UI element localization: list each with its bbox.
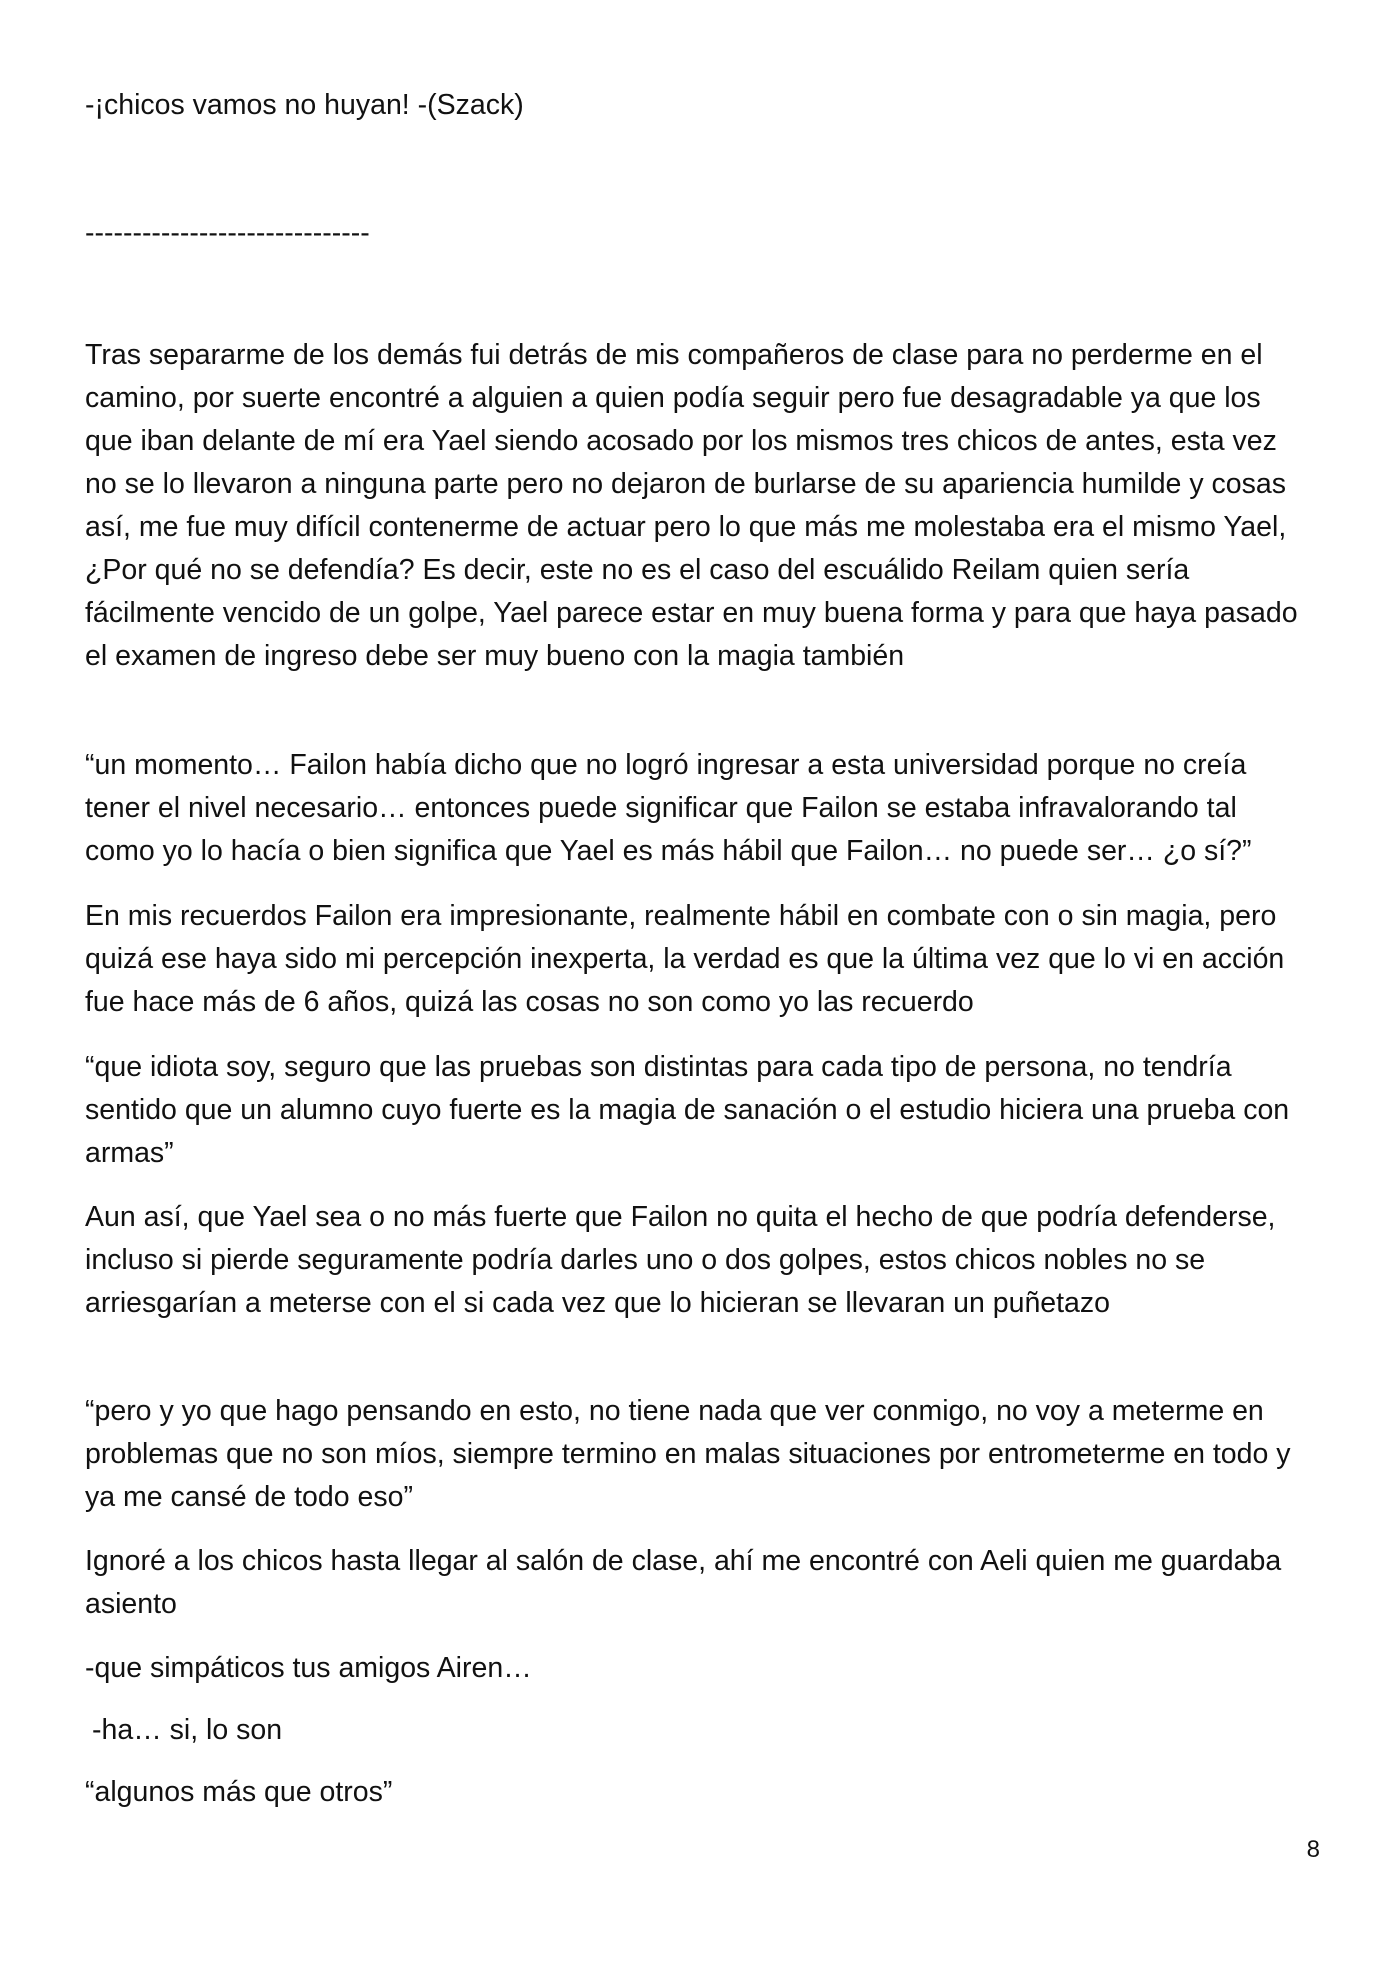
dialogue-line: -ha… si, lo son bbox=[92, 1714, 283, 1746]
paragraph: Aun así, que Yael sea o no más fuerte que Failon no quita el hecho de que podría defenderse, incluso si pierde seguramente podría darles uno o dos golpes, estos chicos nobles no se arriesgarían a meterse con el si cada vez que lo hicieran se llevaran un puñetazo bbox=[85, 1201, 1276, 1319]
paragraph: En mis recuerdos Failon era impresionante, realmente hábil en combate con o sin magia, pero quizá ese haya sido mi percepción inexperta, la verdad es que la última vez que lo vi en acción fue hace más de 6 años, quizá las cosas no son como yo las recuerdo bbox=[85, 900, 1285, 1018]
dialogue-line: -que simpáticos tus amigos Airen… bbox=[85, 1652, 532, 1684]
page-number: 8 bbox=[1306, 1836, 1320, 1863]
paragraph: Ignoré a los chicos hasta llegar al salón de clase, ahí me encontré con Aeli quien me guardaba asiento bbox=[85, 1545, 1282, 1620]
paragraph: “un momento… Failon había dicho que no logró ingresar a esta universidad porque no creía tener el nivel necesario… entonces puede significar que Failon se estaba infravalorando tal como yo lo hacía o bien significa que Yael es más hábil que Failon… no puede ser… ¿o sí?” bbox=[85, 749, 1252, 867]
paragraph: “que idiota soy, seguro que las pruebas son distintas para cada tipo de persona, no tendría sentido que un alumno cuyo fuerte es la magia de sanación o el estudio hiciera una prueba con armas” bbox=[85, 1051, 1290, 1169]
thought-line: “algunos más que otros” bbox=[85, 1776, 393, 1808]
dialogue-line: -¡chicos vamos no huyan! -(Szack) bbox=[85, 89, 524, 121]
paragraph: “pero y yo que hago pensando en esto, no tiene nada que ver conmigo, no voy a meterme en problemas que no son míos, siempre termino en malas situaciones por entrometerme en todo y ya me cansé de todo eso” bbox=[85, 1395, 1291, 1513]
scene-separator: ------------------------------ bbox=[85, 217, 370, 249]
paragraph: Tras separarme de los demás fui detrás de mis compañeros de clase para no perderme en el camino, por suerte encontré a alguien a quien podía seguir pero fue desagradable ya que los que iban delante de mí era Yael siendo acosado por los mismos tres chicos de antes, esta vez no se lo llevaron a ninguna parte pero no dejaron de burlarse de su apariencia humilde y cosas así, me fue muy difícil contenerme de actuar pero lo que más me molestaba era el mismo Yael, ¿Por qué no se defendía? Es decir, este no es el caso del escuálido Reilam quien sería fácilmente vencido de un golpe, Yael parece estar en muy buena forma y para que haya pasado el examen de ingreso debe ser muy bueno con la magia también bbox=[85, 339, 1298, 672]
